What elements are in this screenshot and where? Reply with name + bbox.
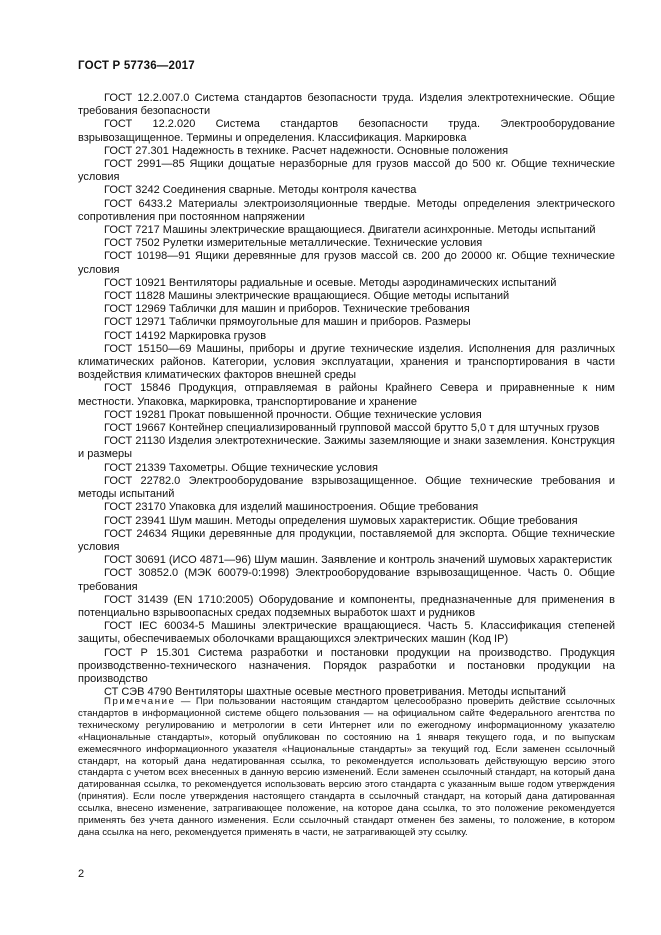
page-number: 2 — [78, 868, 85, 880]
reference-item: ГОСТ 10921 Вентиляторы радиальные и осевые. Методы аэродинамических испытаний — [104, 276, 557, 289]
reference-item: ГОСТ 2991—85 Ящики дощатые неразборные для грузов массой до 500 кг. Общие технические условия — [78, 158, 615, 184]
reference-item: ГОСТ 30852.0 (МЭК 60079-0:1998) Электрооборудование взрывозащищенное. Часть 0. Общие требования — [78, 567, 615, 593]
reference-item: ГОСТ 6433.2 Материалы электроизоляционные твердые. Методы определения электрического сопротивления при постоянном напряжении — [78, 197, 615, 223]
reference-item: ГОСТ 22782.0 Электрооборудование взрывозащищенное. Общие технические требования и методы испытаний — [78, 474, 615, 501]
note-text: — При пользовании настоящим стандартом целесообразно проверить действие ссылочных стандартов в информационной системе общего пользования — на официальном сайте Федерального агентства по техническому регулированию и метрологии в сети Интернет или по ежегодному информационному указателю «Национальные стандарты», который опубликован по состоянию на 1 января текущего года, и по выпускам ежемесячного информационного указателя «Национальные стандарты» за текущий год. Если заменен ссылочный стандарт, на который дана недатированная ссылка, то рекомендуется использовать действующую версию этого стандарта с учетом всех внесенных в данную версию изменений. Если заменен ссылочный стандарт, на который дана датированная ссылка, то рекомендуется использовать версию этого стандарта с указанным выше годом утверждения (принятия). Если после утверждения настоящего стандарта в ссылочный стандарт, на который дана датированная ссылка, внесено изменение, затрагивающее положение, на которое дана ссылка, то это положение рекомендуется применять без учета данного изменения. Если ссылочный стандарт отменен без замены, то положение, в котором дана ссылка на него, рекомендуется применять в части, не затрагивающей эту ссылку. — [78, 696, 616, 838]
reference-item: ГОСТ IEC 60034-5 Машины электрические вращающиеся. Часть 5. Классификация степеней защиты, обеспечиваемых оболочками вращающихся электрических машин (Код IP) — [78, 620, 615, 646]
reference-item: ГОСТ 23941 Шум машин. Методы определения шумовых характеристик. Общие требования — [104, 514, 578, 527]
reference-item: ГОСТ 27.301 Надежность в технике. Расчет надежности. Основные положения — [104, 144, 509, 157]
reference-item: ГОСТ 12969 Таблички для машин и приборов. Технические требования — [104, 303, 470, 316]
reference-item: ГОСТ 12.2.007.0 Система стандартов безопасности труда. Изделия электротехнические. Общие требования безопасности — [78, 92, 615, 118]
reference-item: ГОСТ 19667 Контейнер специализированный групповой массой брутто 5,0 т для штучных грузов — [104, 422, 600, 435]
reference-item: ГОСТ 15846 Продукция, отправляемая в районы Крайнего Севера и приравненные к ним местности. Упаковка, маркировка, транспортирование и хранение — [78, 382, 615, 408]
reference-item: ГОСТ 12.2.020 Система стандартов безопасности труда. Электрооборудование взрывозащищенное. Термины и определения. Классификация. Маркировка — [78, 118, 615, 144]
reference-item: ГОСТ 21130 Изделия электротехнические. Зажимы заземляющие и знаки заземления. Конструкция и размеры — [78, 435, 615, 461]
note-label: Примечание — [104, 696, 176, 707]
reference-item: ГОСТ 19281 Прокат повышенной прочности. Общие технические условия — [104, 408, 482, 421]
reference-item: ГОСТ 30691 (ИСО 4871—96) Шум машин. Заявление и контроль значений шумовых характеристик — [104, 554, 612, 567]
reference-item: ГОСТ 31439 (EN 1710:2005) Оборудование и компоненты, предназначенные для применения в потенциально взрывоопасных средах подземных выработок шахт и рудников — [78, 593, 615, 619]
reference-item: ГОСТ Р 15.301 Система разработки и постановки продукции на производство. Продукция производственно-технического назначения. Порядок разработки и постановки продукции на производство — [78, 646, 615, 685]
reference-item: ГОСТ 15150—69 Машины, приборы и другие технические изделия. Исполнения для различных климатических районов. Категории, условия эксплуатации, хранения и транспортирования в части воздействия климатических факторов внешней среды — [78, 342, 615, 382]
normative-references-list — [78, 92, 615, 699]
reference-item: СТ СЭВ 4790 Вентиляторы шахтные осевые местного проветривания. Методы испытаний — [104, 686, 566, 699]
document-header: ГОСТ Р 57736—2017 — [78, 60, 195, 72]
reference-item: ГОСТ 7217 Машины электрические вращающиеся. Двигатели асинхронные. Методы испытаний — [104, 224, 596, 237]
reference-item: ГОСТ 14192 Маркировка грузов — [104, 329, 267, 342]
note-paragraph — [78, 696, 615, 839]
reference-item: ГОСТ 12971 Таблички прямоугольные для машин и приборов. Размеры — [104, 316, 471, 329]
reference-item: ГОСТ 7502 Рулетки измерительные металлические. Технические условия — [104, 237, 483, 250]
reference-item: ГОСТ 24634 Ящики деревянные для продукции, поставляемой для экспорта. Общие технические условия — [78, 527, 615, 553]
reference-item: ГОСТ 21339 Тахометры. Общие технические условия — [104, 461, 378, 474]
reference-item: ГОСТ 3242 Соединения сварные. Методы контроля качества — [104, 184, 417, 197]
reference-item: ГОСТ 11828 Машины электрические вращающиеся. Общие методы испытаний — [104, 290, 510, 303]
reference-item: ГОСТ 10198—91 Ящики деревянные для грузов массой св. 200 до 20000 кг. Общие технические условия — [78, 250, 615, 276]
reference-item: ГОСТ 23170 Упаковка для изделий машиностроения. Общие требования — [104, 501, 479, 514]
